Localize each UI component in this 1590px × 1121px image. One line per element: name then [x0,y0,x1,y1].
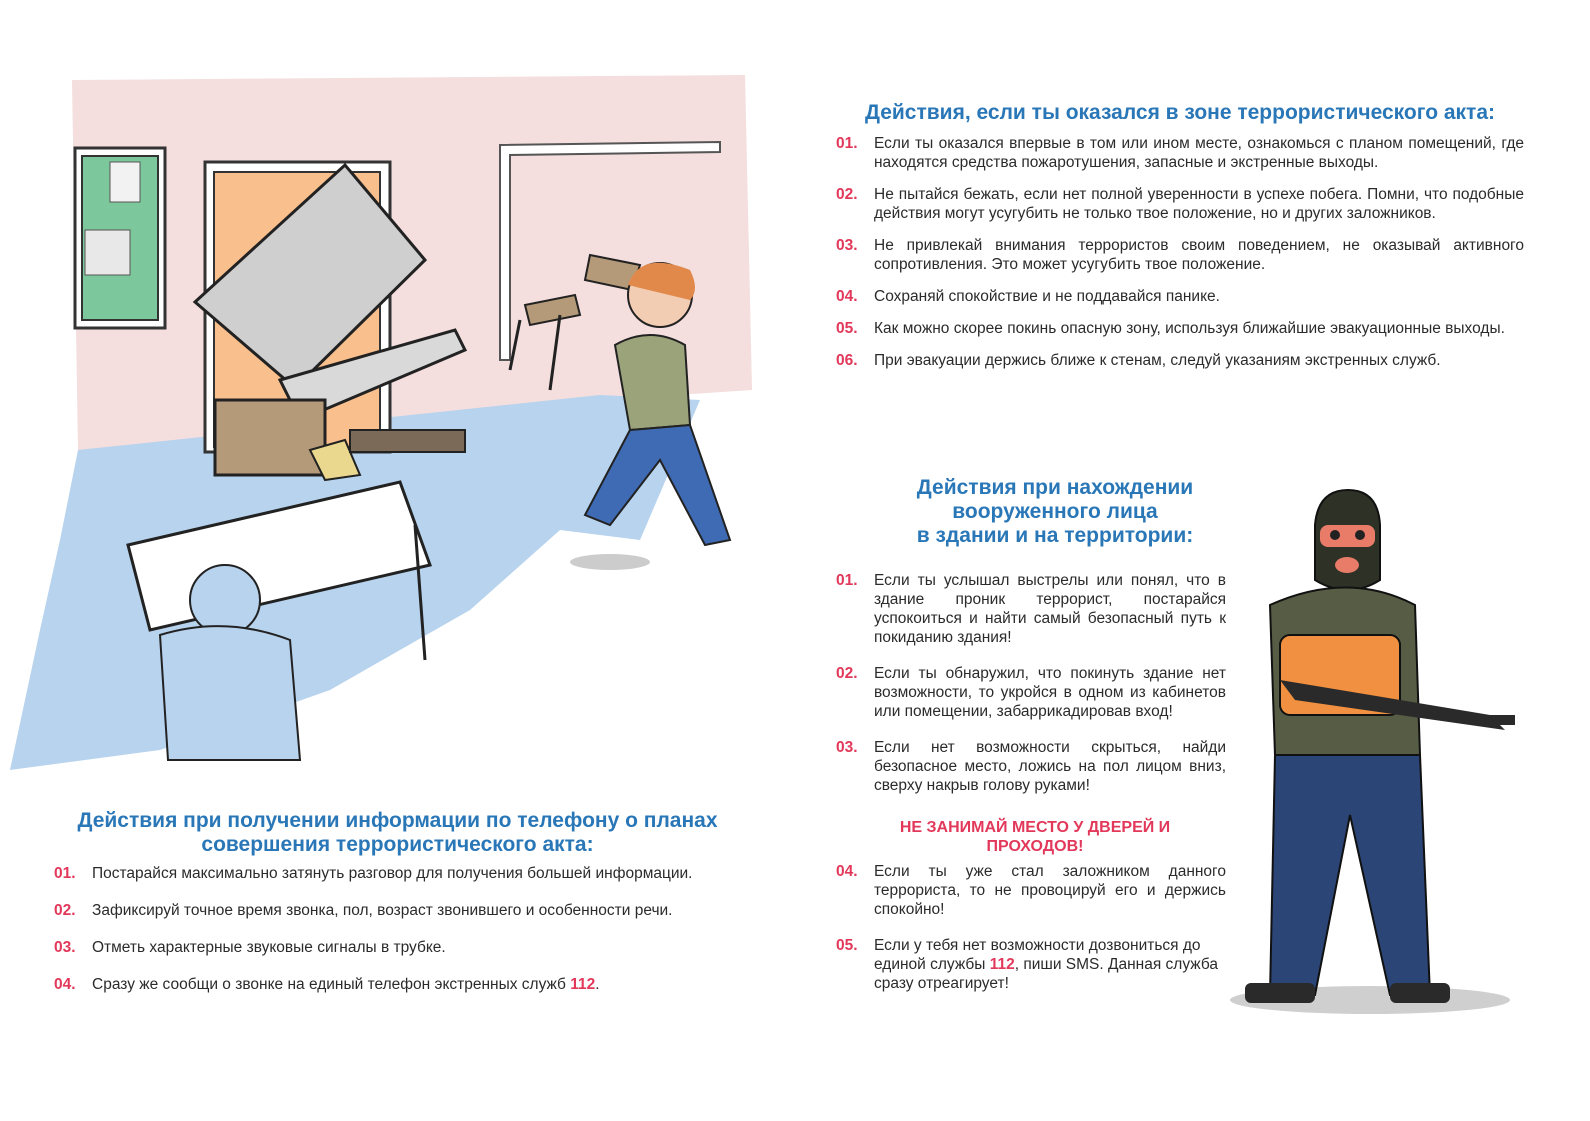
barricade-illustration [0,70,760,770]
warning-text [870,818,1200,856]
phone-title-line1: Действия при получении информации по телефону о планах [77,809,718,832]
warning-line2: ПРОХОДОВ! [986,838,1084,855]
list-item [836,936,1226,993]
item-text: Не привлекай внимания террористов своим поведением, не оказывай активного сопротивления. Это может усугубить твое положение. [874,237,1524,273]
list-item [836,319,1524,338]
phone-title-line2: совершения террористического акта: [201,833,594,856]
item-text: Отметь характерные звуковые сигналы в трубке. [92,939,446,956]
list-item [54,938,774,957]
item-text: При эвакуации держись ближе к стенам, следуй указаниям экстренных служб. [874,352,1441,369]
item-number: 05. [836,937,858,954]
item-text-pre: Сразу же сообщи о звонке на единый телефон экстренных служб [92,976,571,993]
list-item [54,864,774,883]
item-number: 05. [836,320,858,337]
item-text: Зафиксируй точное время звонка, пол, возраст звонившего и особенности речи. [92,902,673,919]
item-text: Не пытайся бежать, если нет полной уверенности в успехе побега. Помни, что подобные действия могут усугубить не только твое положение, но и других заложников. [874,186,1524,222]
item-number: 03. [54,939,76,956]
item-number: 03. [836,739,858,756]
item-text: Если ты обнаружил, что покинуть здание нет возможности, то укройся в одном из кабинетов или помещении, забаррикадировав вход! [874,665,1226,720]
item-text: Если ты услышал выстрелы или понял, что в здание проник террорист, постарайся успокоиться и найти самый безопасный путь к покиданию здания! [874,572,1226,646]
item-text [92,975,774,994]
item-number: 01. [836,572,858,589]
list-item [54,901,774,920]
list-item [836,862,1226,919]
item-text: Если ты оказался впервые в том или ином месте, ознакомься с планом помещений, где находятся средства пожаротушения, запасные и экстренные выходы. [874,135,1524,171]
item-text: Если ты уже стал заложником данного террориста, то не провоцируй его и держись спокойно! [874,863,1226,918]
list-item [836,664,1226,721]
phone-section-title [40,809,755,857]
warning-line1: НЕ ЗАНИМАЙ МЕСТО У ДВЕРЕЙ И [899,819,1171,836]
list-item [54,975,774,994]
zone-list [836,134,1524,370]
list-item [836,236,1524,274]
item-text-pre: Если у тебя нет возможности дозвониться до единой службы [874,937,1201,973]
item-text: Если нет возможности скрыться, найди безопасное место, ложись на пол лицом вниз, сверху накрыв голову руками! [874,739,1226,794]
armed-title-line2: вооруженного лица [952,500,1158,523]
item-number: 06. [836,352,858,369]
item-number: 04. [836,863,858,880]
item-number: 02. [54,902,76,919]
list-item [836,351,1524,370]
armed-list-continued [836,862,1226,993]
list-item [836,287,1524,306]
list-item [836,738,1226,795]
zone-section-title: Действия, если ты оказался в зоне террористического акта: [864,101,1496,124]
item-text-post: , пиши SMS. Данная служба сразу отреагирует! [874,956,1218,992]
item-text-post: . [595,976,600,993]
emergency-number: 112 [989,956,1015,973]
armed-section-title [870,476,1240,548]
item-text [874,936,1226,993]
item-number: 02. [836,665,858,682]
item-number: 01. [836,135,858,152]
list-item [836,571,1226,647]
item-text: Сохраняй спокойствие и не поддавайся панике. [874,288,1220,305]
item-text: Как можно скорее покинь опасную зону, используя ближайшие эвакуационные выходы. [874,320,1505,337]
armed-list [836,571,1226,795]
item-number: 03. [836,237,858,254]
list-item [836,185,1524,223]
item-number: 02. [836,186,858,203]
item-number: 01. [54,865,76,882]
armed-title-line3: в здании и на территории: [916,524,1194,547]
emergency-number: 112 [570,976,596,993]
item-text: Постарайся максимально затянуть разговор для получения большей информации. [92,865,693,882]
armed-title-line1: Действия при нахождении [916,476,1194,499]
list-item [836,134,1524,172]
terrorist-illustration [1220,485,1530,1035]
item-number: 04. [54,976,76,993]
phone-list [54,864,774,994]
item-number: 04. [836,288,858,305]
